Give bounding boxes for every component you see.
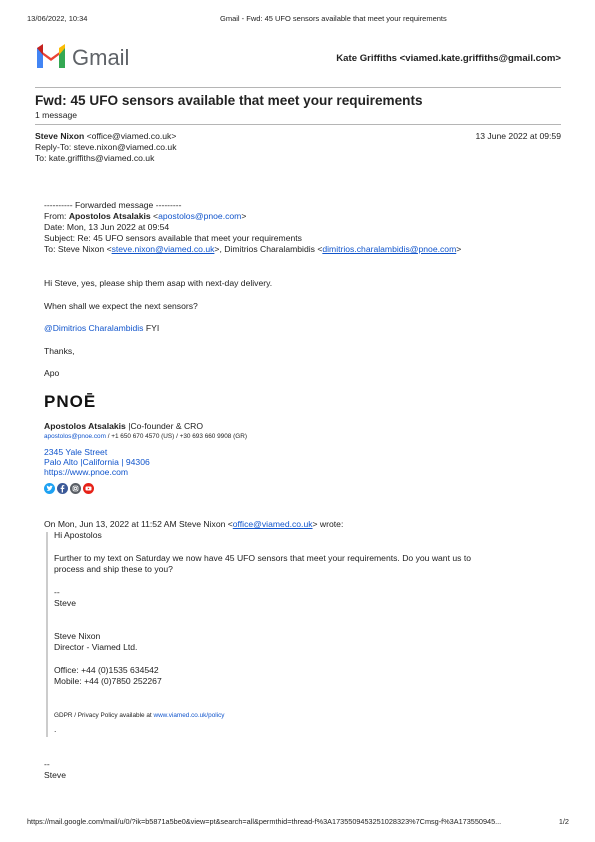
body-paragraph-1: Hi Steve, yes, please ship them asap with next-day delivery. [44,278,273,288]
mention-link[interactable]: @Dimitrios Charalambidis [44,323,144,333]
quoted-dash: -- [54,587,60,597]
print-url: https://mail.google.com/mail/u/0/?ik=b5871a5be0&view=pt&search=all&permthid=thread-f%3A1735509453251028323%7Cmsg-f%3A173550945... [27,817,502,826]
facebook-icon[interactable] [57,483,68,494]
quoted-greeting: Hi Apostolos [54,530,102,540]
pnoe-logo: PNOĒ [44,392,97,411]
thread-subject: Fwd: 45 UFO sensors available that meet your requirements [35,93,423,108]
quoted-intro: On Mon, Jun 13, 2022 at 11:52 AM Steve Nixon <office@viamed.co.uk> wrote: [44,519,344,529]
message-date: 13 June 2022 at 09:59 [475,131,561,141]
signature-title-line [44,421,203,432]
quote-bar [46,532,48,737]
body-paragraph-4: Thanks, [44,346,75,356]
sender-name: Steve Nixon [35,131,85,141]
recipient: To: kate.griffiths@viamed.co.uk [35,153,155,163]
youtube-icon[interactable] [83,483,94,494]
subject-rule [35,124,561,125]
quoted-mobile-phone: Mobile: +44 (0)7850 252267 [54,676,162,686]
body-paragraph-3: @Dimitrios Charalambidis FYI [44,323,160,333]
forwarded-to: To: Steve Nixon <steve.nixon@viamed.co.uk>, Dimitrios Charalambidis <dimitrios.charalambidis@pnoe.com> [44,244,462,254]
quoted-intro-email-link[interactable]: office@viamed.co.uk [232,519,313,529]
signature-address-1[interactable]: 2345 Yale Street [44,447,108,457]
footer-dash: -- [44,759,50,769]
quoted-dot: . [54,724,57,734]
forwarded-from-email-link[interactable]: apostolos@pnoe.com [158,211,242,221]
signature-contact-line [44,433,247,441]
body-paragraph-5: Apo [44,368,60,378]
forwarded-to-email-link-2[interactable]: dimitrios.charalambidis@pnoe.com [322,244,457,254]
forwarded-date: Date: Mon, 13 Jun 2022 at 09:54 [44,222,170,232]
social-icons [44,483,96,494]
signature-email-link[interactable]: apostolos@pnoe.com [44,433,106,440]
forwarded-to-email-link-1[interactable]: steve.nixon@viamed.co.uk [111,244,215,254]
instagram-icon[interactable] [70,483,81,494]
gdpr-line: GDPR / Privacy Policy available at www.viamed.co.uk/policy [54,712,225,719]
message-sender [35,131,176,142]
message-count: 1 message [35,110,78,120]
reply-to: Reply-To: steve.nixon@viamed.co.uk [35,142,177,152]
quoted-line-1: Further to my text on Saturday we now have 45 UFO sensors that meet your requirements. Do you want us to [54,553,471,563]
quoted-sig-name: Steve Nixon [54,631,101,641]
twitter-icon[interactable] [44,483,55,494]
signature-phones: / +1 650 670 4570 (US) / +30 693 660 9908 (GR) [105,433,247,440]
gdpr-policy-link[interactable]: www.viamed.co.uk/policy [153,712,225,719]
print-page-title: Gmail - Fwd: 45 UFO sensors available that meet your requirements [220,14,447,23]
forwarded-marker: ---------- Forwarded message --------- [44,200,182,210]
forwarded-subject: Subject: Re: 45 UFO sensors available that meet your requirements [44,233,302,243]
footer-name: Steve [44,770,66,780]
gmail-logo-icon [35,44,67,68]
quoted-office-phone: Office: +44 (0)1535 634542 [54,665,159,675]
forwarded-from: From: Apostolos Atsalakis <apostolos@pnoe.com> [44,211,247,221]
signature-name: Apostolos Atsalakis [44,421,126,431]
quoted-sig-title: Director - Viamed Ltd. [54,642,138,652]
quoted-line-2: process and ship these to you? [54,564,173,574]
signature-website-link[interactable]: https://www.pnoe.com [44,467,129,477]
quoted-sign: Steve [54,598,76,608]
print-page-number: 1/2 [558,817,569,826]
account-user: Kate Griffiths <viamed.kate.griffiths@gmail.com> [336,53,561,64]
sender-email: <office@viamed.co.uk> [86,131,177,141]
gmail-wordmark: Gmail [72,45,130,70]
body-paragraph-2: When shall we expect the next sensors? [44,301,198,311]
print-datetime: 13/06/2022, 10:34 [27,14,88,23]
signature-address-2[interactable]: Palo Alto |California | 94306 [44,457,150,467]
signature-role: |Co-founder & CRO [125,421,204,431]
forwarded-from-name: Apostolos Atsalakis [68,211,151,221]
header-rule [35,87,561,88]
